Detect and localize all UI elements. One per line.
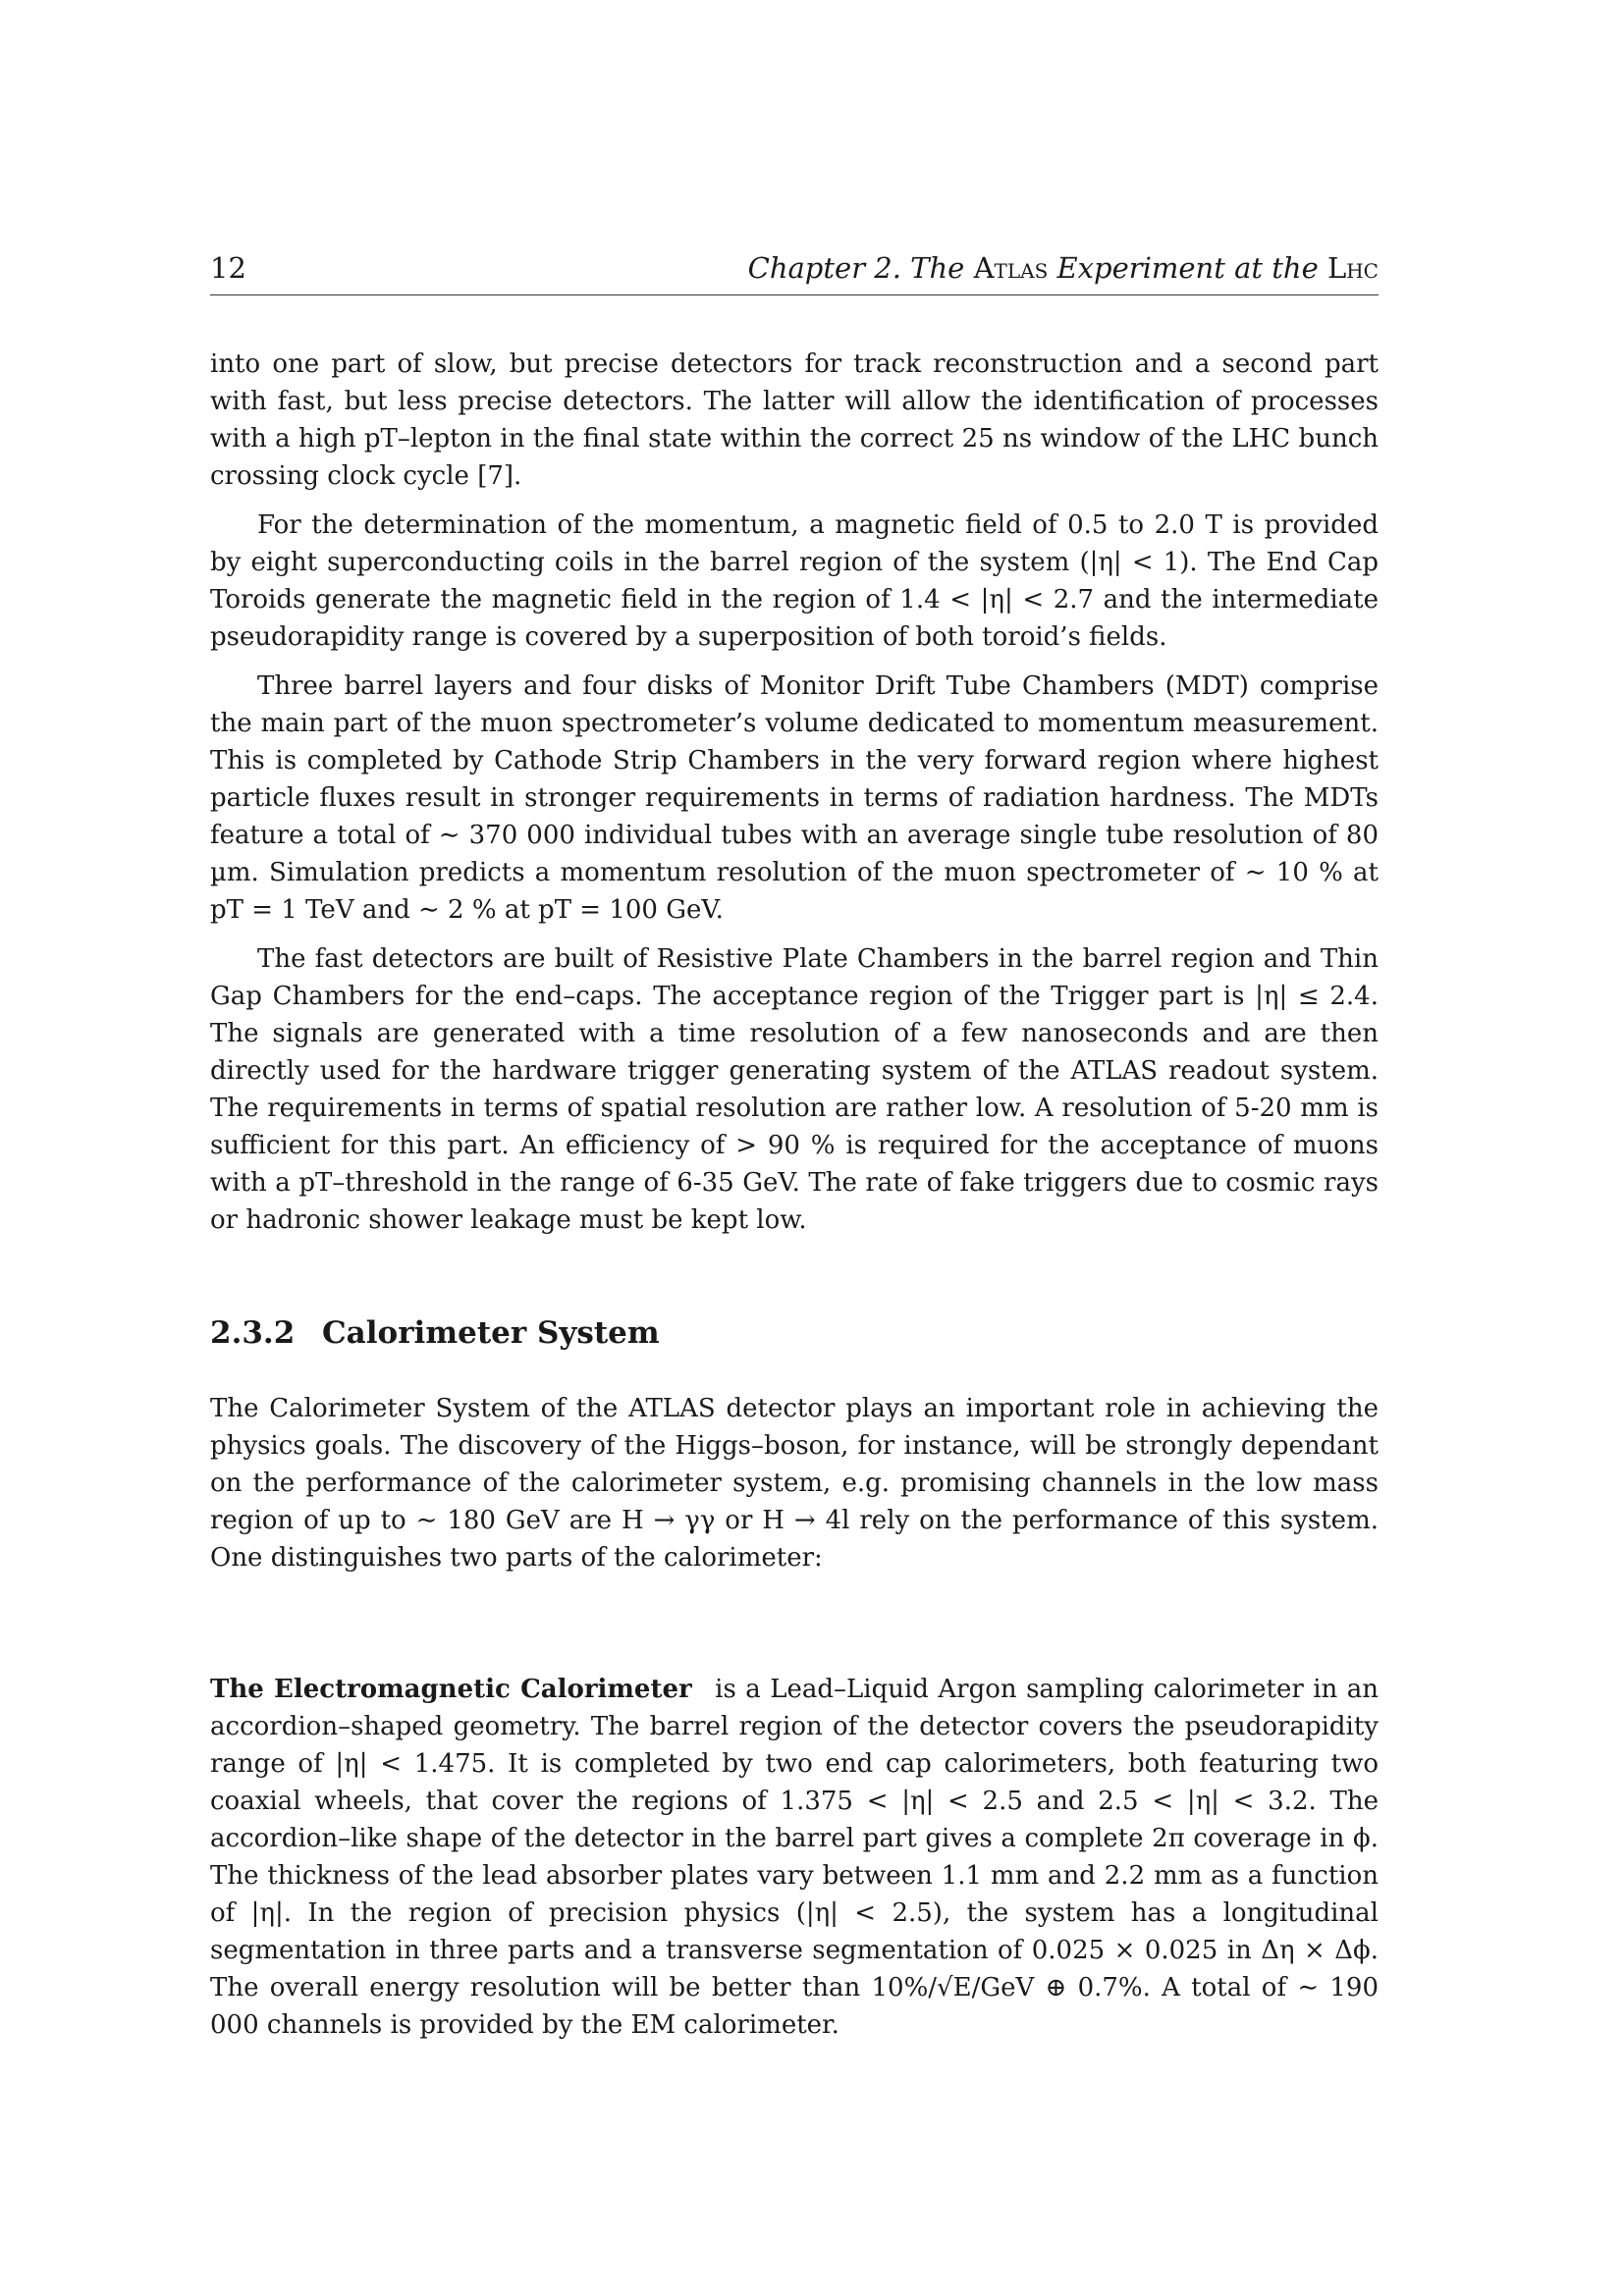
em-calorimeter-lead: The Electromagnetic Calorimeter bbox=[210, 1675, 692, 1704]
paragraph-em-calorimeter bbox=[210, 1671, 1379, 2044]
paragraph-mdt-chambers: Three barrel layers and four disks of Monitor Drift Tube Chambers (MDT) comprise the main part of the muon spectrometer’s volume dedicated to momentum measurement. This is completed by Cathode Strip Chambers in the very forward region where highest particle fluxes result in stronger requirements in terms of radiation hardness. The MDTs feature a total of ∼ 370 000 individual tubes with an average single tube resolution of 80 µm. Simulation predicts a momentum resolution of the muon spectrometer of ∼ 10 % at pT = 1 TeV and ∼ 2 % at pT = 100 GeV. bbox=[210, 671, 1379, 925]
running-title-chapter: Chapter 2. The bbox=[747, 251, 974, 285]
paragraph-track-detectors: into one part of slow, but precise detectors for track reconstruction and a second part with fast, but less precise detectors. The latter will allow the identification of processes with a high pT–lepton in the final state within the correct 25 ns window of the LHC bunch crossing clock cycle [7]. bbox=[210, 349, 1379, 491]
paragraph-calorimeter-intro: The Calorimeter System of the ATLAS detector plays an important role in achieving the physics goals. The discovery of the Higgs–boson, for instance, will be strongly dependant on the performance of the calorimeter system, e.g. promising channels in the low mass region of up to ∼ 180 GeV are H → γγ or H → 4l rely on the performance of this system. One distinguishes two parts of the calorimeter: bbox=[210, 1394, 1379, 1573]
paragraph-fast-detectors: The fast detectors are built of Resistive Plate Chambers in the barrel region and Thin Gap Chambers for the end–caps. The acceptance region of the Trigger part is |η| ≤ 2.4. The signals are generated with a time resolution of a few nanoseconds and are then directly used for the hardware trigger generating system of the ATLAS readout system. The requirements in terms of spatial resolution are rather low. A resolution of 5-20 mm is sufficient for this part. An efficiency of > 90 % is required for the acceptance of muons with a pT–threshold in the range of 6-35 GeV. The rate of fake triggers due to cosmic rays or hadronic shower leakage must be kept low. bbox=[210, 944, 1379, 1235]
section-number: 2.3.2 bbox=[210, 1315, 296, 1351]
page-number: 12 bbox=[210, 251, 246, 285]
paragraph-magnetic-field: For the determination of the momentum, a magnetic field of 0.5 to 2.0 T is provided by eight superconducting coils in the barrel region of the system (|η| < 1). The End Cap Toroids generate the magnetic field in the region of 1.4 < |η| < 2.7 and the intermediate pseudorapidity range is covered by a superposition of both toroid’s fields. bbox=[210, 510, 1379, 652]
section-title: Calorimeter System bbox=[322, 1315, 660, 1351]
em-calorimeter-text: is a Lead–Liquid Argon sampling calorimeter in an accordion–shaped geometry. The barrel region of the detector covers the pseudorapidity range of |η| < 1.475. It is completed by two end cap calorimeters, both featuring two coaxial wheels, that cover the regions of 1.375 < |η| < 2.5 and 2.5 < |η| < 3.2. The accordion–like shape of the detector in the barrel part gives a complete 2π coverage in ϕ. The thickness of the lead absorber plates vary between 1.1 mm and 2.2 mm as a function of |η|. In the region of precision physics (|η| < 2.5), the system has a longitudinal segmentation in three parts and a transverse segmentation of 0.025 × 0.025 in Δη × Δϕ. The overall energy resolution will be better than 10%/√E/GeV ⊕ 0.7%. A total of ∼ 190 000 channels is provided by the EM calorimeter. bbox=[210, 1675, 1379, 2040]
section-heading bbox=[210, 1313, 1379, 1353]
page-body bbox=[210, 346, 1379, 2044]
running-header bbox=[210, 251, 1379, 295]
running-title-middle: Experiment at the bbox=[1048, 251, 1327, 285]
running-title bbox=[748, 251, 1379, 285]
running-title-experiment: Atlas bbox=[973, 251, 1049, 285]
running-title-collider: Lhc bbox=[1326, 251, 1379, 285]
